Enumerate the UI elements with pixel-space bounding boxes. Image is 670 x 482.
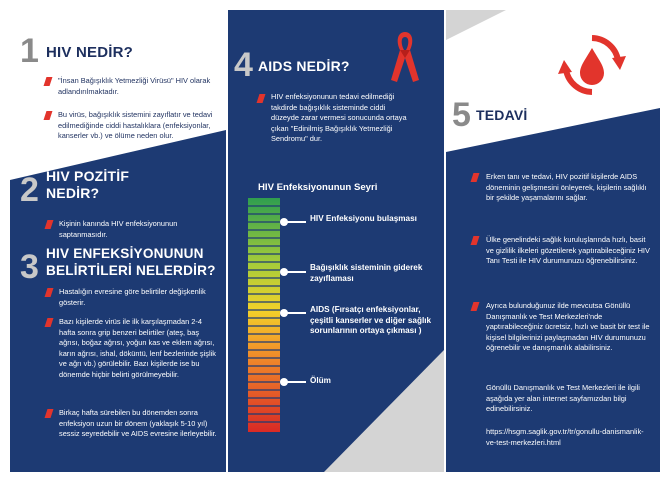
blood-drop-cycle-icon <box>554 30 630 100</box>
course-title: HIV Enfeksiyonunun Seyri <box>258 182 378 193</box>
s5-bullet-1: Erken tanı ve tedavi, HIV pozitif kişilerde AIDS döneminin gelişmesini önleyerek, kişilerin sağlıklı bir şekilde yaşamalarını sağlar. <box>486 172 647 203</box>
section-5-number: 5 <box>452 96 471 134</box>
stage-1-label: HIV Enfeksiyonu bulaşması <box>310 214 417 223</box>
section-1-title: HIV NEDİR? <box>46 44 134 61</box>
section-1-number: 1 <box>20 32 39 70</box>
stage-2-label: Bağışıklık sisteminin giderek zayıflaması <box>310 263 423 283</box>
section-5-title: TEDAVİ <box>476 107 528 123</box>
s3-bullet-2: Bazı kişilerde virüs ile ilk karşılaşmadan 2-4 hafta sonra grip benzeri belirtiler (ateş, baş ağrısı, boğaz ağrısı, yoğun kas ve eklem ağrısı, karın ağrısı, ishal, döküntü, lenf bezlerinde şişlik ve ağrı vb.) görülebilir. Bazı kişilerde ise bu dönemde hiçbir belirti görülmeyebilir. <box>59 317 216 379</box>
panel-corner-shape <box>228 10 444 472</box>
s5-bullet-3: Ayrıca bulunduğunuz ilde mevcutsa Gönüllü Danışmanlık ve Test Merkezleri'nde yaptırabileceğiniz ücretsiz, hızlı ve basit bir test ile kişisel bilgilerinizi paylaşmadan HIV durumunuzu öğrenebilir ve danışmanlık alabilirsiniz. <box>486 301 650 353</box>
stage-4-label: Ölüm <box>310 376 331 385</box>
s5-info-paragraph: Gönüllü Danışmanlık ve Test Merkezleri ile ilgili aşağıda yer alan internet sayfamızdan bilgi edinebilirsiniz. <box>486 383 640 414</box>
panel-aids-info <box>228 10 444 472</box>
section-2-title-line-2: NEDİR? <box>46 185 100 201</box>
section-3-title-line-1: HIV ENFEKSİYONUNUN <box>46 246 204 261</box>
panel-hiv-info <box>10 10 226 472</box>
panel-treatment <box>446 10 660 472</box>
section-3-title <box>46 245 216 279</box>
section-2-number: 2 <box>20 171 39 209</box>
section-4-title: AIDS NEDİR? <box>258 58 350 74</box>
section-3-number: 3 <box>20 248 39 286</box>
section-3-title-line-2: BELİRTİLERİ NELERDİR? <box>46 263 216 278</box>
s3-bullet-3: Birkaç hafta sürebilen bu dönemden sonra enfeksiyon uzun bir dönem (yaklaşık 5-10 yıl) sessiz seyredebilir ve AIDS evresine ilerleyebilir. <box>59 408 217 439</box>
s5-bullet-2: Ülke genelindeki sağlık kuruluşlarında hızlı, basit ve gizlilik ilkeleri gözetilerek yaptırabileceğiniz HIV Tanı Testi ile HIV durumunuzu öğrenebilirsiniz. <box>486 235 650 266</box>
s3-bullet-1: Hastalığın evresine göre belirtiler değişkenlik gösterir. <box>59 287 206 307</box>
section-2-title-line-1: HIV POZİTİF <box>46 168 130 184</box>
section-4-number: 4 <box>234 46 253 84</box>
s1-bullet-2: Bu virüs, bağışıklık sistemini zayıflatır ve tedavi edilmediğinde ciddi hastalıklara (enfeksiyonlar, kanserler vb.) ve ölüme neden olur. <box>58 110 213 141</box>
s4-bullet-1: HIV enfeksiyonunun tedavi edilmediği takdirde bağışıklık sisteminde ciddi düzeyde zarar vermesi sonucunda ortaya çıkan "Edinilmiş Bağışıklık Yetmezliği Sendromu" dur. <box>271 92 407 144</box>
s1-bullet-1: "İnsan Bağışıklık Yetmezliği Virüsü" HIV olarak adlandırılmaktadır. <box>58 76 211 96</box>
info-link[interactable]: https://hsgm.saglik.gov.tr/tr/gonullu-danismanlik-ve-test-merkezleri.html <box>486 427 644 447</box>
section-2-title <box>46 168 129 202</box>
stage-3-label: AIDS (Fırsatçı enfeksiyonlar, çeşitli kanserler ve diğer sağlık sorunlarının ortaya çıkması ) <box>310 305 432 335</box>
s2-bullet-1: Kişinin kanında HIV enfeksiyonunun saptanmasıdır. <box>59 219 178 239</box>
